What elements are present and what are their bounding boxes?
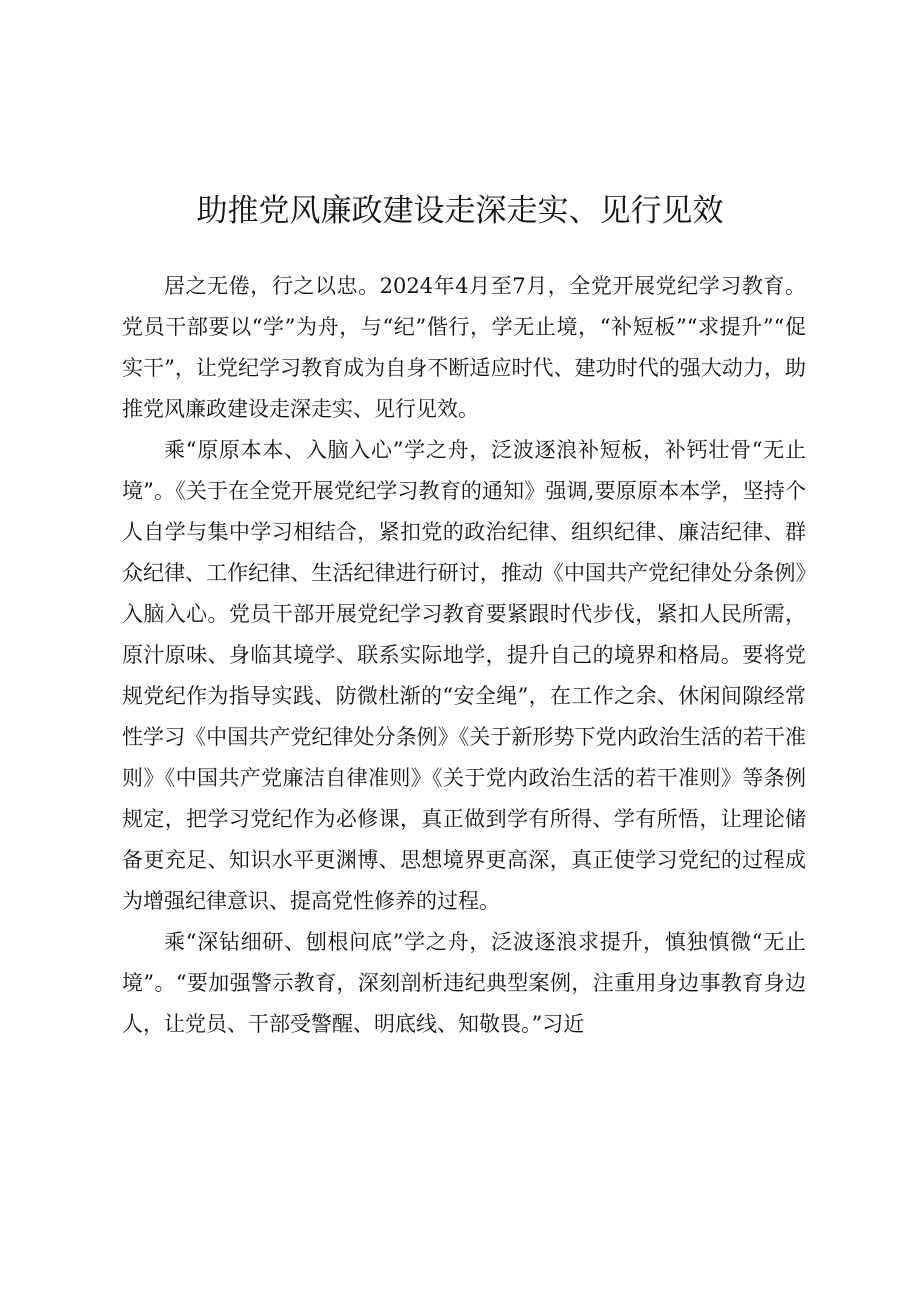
body-paragraph: 居之无倦，行之以忠。2024年4月至7月，全党开展党纪学习教育。党员干部要以“学”为舟，与“纪”偕行，学无止境，“补短板”“求提升”“促实干”，让党纪学习教育成为自身不断适应时代、建功时代的强大动力，助推党风廉政建设走深走实、见行见效。 (122, 274, 806, 421)
document-body (122, 266, 806, 1045)
document-title: 助推党风廉政建设走深走实、见行见效 (196, 192, 724, 229)
body-paragraph: 乘“原原本本、入脑入心”学之舟，泛波逐浪补短板，补钙壮骨“无止境”。《关于在全党开展党纪学习教育的通知》强调,要原原本本学，坚持个人自学与集中学习相结合，紧扣党的政治纪律、组织纪律、廉洁纪律、群众纪律、工作纪律、生活纪律进行研讨，推动《中国共产党纪律处分条例》入脑入心。党员干部开展党纪学习教育要紧跟时代步伐，紧扣人民所需，原汁原味、身临其境学、联系实际地学，提升自己的境界和格局。要将党规党纪作为指导实践、防微杜渐的“安全绳”，在工作之余、休闲间隙经常性学习《中国共产党纪律处分条例》《关于新形势下党内政治生活的若干准则》《中国共产党廉洁自律准则》《关于党内政治生活的若干准则》等条例规定，把学习党纪作为必修课，真正做到学有所得、学有所悟，让理论储备更充足、知识水平更渊博、思想境界更高深，真正使学习党纪的过程成为增强纪律意识、提高党性修养的过程。 (122, 438, 806, 913)
body-paragraph: 乘“深钻细研、刨根问底”学之舟，泛波逐浪求提升，慎独慎微“无止境”。“要加强警示教育，深刻剖析违纪典型案例，注重用身边事教育身边人，让党员、干部受警醒、明底线、知敬畏。”习近 (122, 930, 806, 1036)
